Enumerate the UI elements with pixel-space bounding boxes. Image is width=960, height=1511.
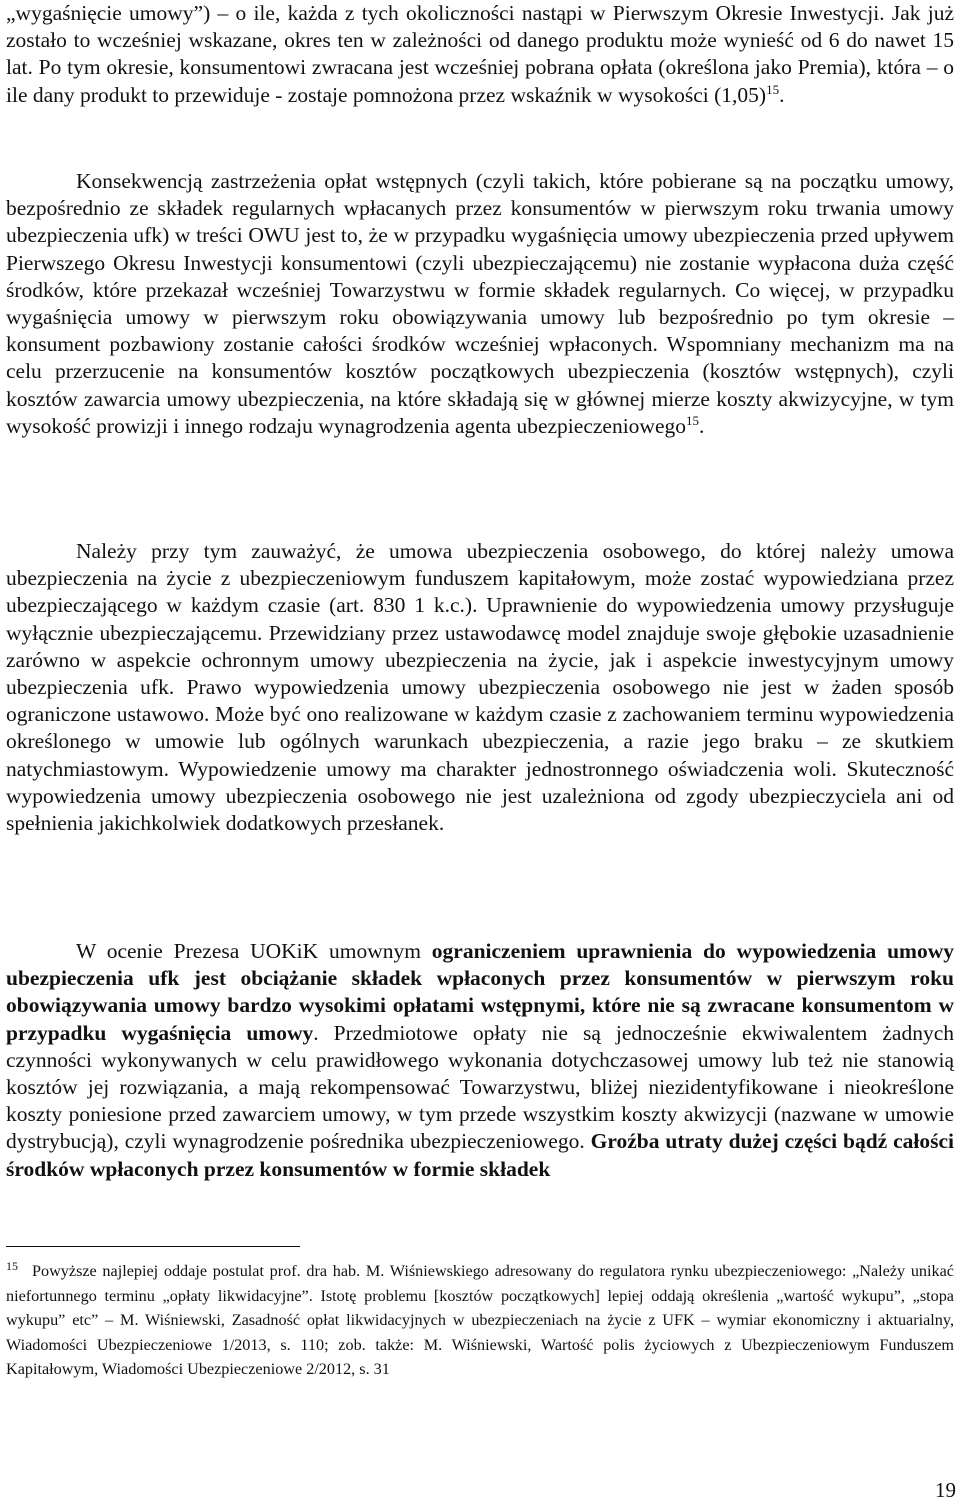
paragraph-premium-return (6, 0, 954, 109)
bold-statement-2: Groźba utraty dużej części bądź całości środków wpłaconych przez konsumentów w formie składek (6, 1129, 954, 1181)
paragraph-lead: W ocenie Prezesa UOKiK umownym (76, 939, 432, 963)
footnote-ref[interactable]: 15 (686, 412, 699, 428)
paragraph-end: . (779, 82, 785, 107)
footnote-number: 15 (6, 1259, 18, 1273)
footnote-ref[interactable]: 15 (766, 81, 780, 97)
paragraph-middle: . Przedmiotowe opłaty nie są jednocześnie ekwiwalentem żadnych czynności wykonywanych w celu prawidłowego wykonania dotychczasowej umowy lub też nie stanowią kosztów jej rozwiązania, a mają rekompensować Towarzystwu, bliżej niezidentyfikowane i nieokreślone koszty poniesione przed zawarciem umowy, w tym przede wszystkim koszty akwizycji (nazwane w umowie dystrybucją), czyli wynagrodzenie pośrednika ubezpieczeniowego. (6, 1020, 954, 1154)
paragraph-termination-right (6, 538, 954, 837)
paragraph-text: „wygaśnięcie umowy”) – o ile, każda z tych okoliczności nastąpi w Pierwszym Okresie Inwestycji. Jak już zostało to wcześniej wskazane, okres ten w zależności od danego produktu może wynieść od 6 do nawet 15 lat. Po tym okresie, konsumentowi zwracana jest wcześniej pobrana opłata (określona jako Premia), która – o ile dany produkt to przewiduje - zostaje pomnożona przez wskaźnik w wysokości (1,05) (6, 1, 954, 107)
paragraph-end: . (699, 413, 705, 438)
page-number: 19 (935, 1478, 956, 1502)
paragraph-text: Konsekwencją zastrzeżenia opłat wstępnych (czyli takich, które pobierane są na początku umowy, bezpośrednio ze składek regularnych wpłacanych przez konsumentów w pierwszym roku trwania umowy ubezpieczenia ufk) w treści OWU jest to, że w przypadku wygaśnięcia umowy ubezpieczenia przed upływem Pierwszego Okresu Inwestycji konsumentowi (czyli ubezpieczającemu) nie zostanie wypłacona duża część środków, które przekazał wcześniej Towarzystwu w formie składek regularnych. Co więcej, w przypadku wygaśnięcia umowy w pierwszym roku obowiązywania umowy lub bezpośrednio po tym okresie – konsument pozbawiony zostanie całości środków wcześniej wpłaconych. Wspomniany mechanizm ma na celu przerzucenie na konsumentów kosztów początkowych ubezpieczenia (kosztów wstępnych), czyli kosztów zawarcia umowy ubezpieczenia, na które składają się w głównej mierze koszty akwizycyjne, w tym wysokość prowizji i innego rodzaju wynagrodzenia agenta ubezpieczeniowego (6, 169, 954, 438)
paragraph-text: Należy przy tym zauważyć, że umowa ubezpieczenia osobowego, do której należy umowa ubezpieczenia na życie z ubezpieczeniowym funduszem kapitałowym, może zostać wypowiedziana przez ubezpieczającego w każdym czasie (art. 830 1 k.c.). Uprawnienie do wypowiedzenia umowy przysługuje wyłącznie ubezpieczającemu. Przewidziany przez ustawodawcę model znajduje swoje głębokie uzasadnienie zarówno w aspekcie ochronnym umowy ubezpieczenia na życie, jak i aspekcie inwestycyjnym umowy ubezpieczenia ufk. Prawo wypowiedzenia umowy ubezpieczenia osobowego nie jest w żaden sposób ograniczone ustawowo. Może być ono realizowane w każdym czasie z zachowaniem terminu wypowiedzenia określonego w umowie lub ogólnych warunkach ubezpieczenia, a razie jego braku – ze skutkiem natychmiastowym. Wypowiedzenie umowy ma charakter jednostronnego oświadczenia woli. Skuteczność wypowiedzenia umowy ubezpieczenia osobowego nie jest uzależniona od zgody ubezpieczyciela ani od spełnienia jakichkolwiek dodatkowych przesłanek. (6, 539, 954, 836)
footnote-divider (6, 1246, 300, 1247)
paragraph-uokik-assessment (6, 938, 954, 1183)
footnote (6, 1259, 954, 1382)
footnote-text: Powyższe najlepiej oddaje postulat prof. dra hab. M. Wiśniewskiego adresowany do regulatora rynku ubezpieczeniowego: „Należy unikać niefortunnego terminu „opłaty likwidacyjne”. Istotę problemu [kosztów początkowych] lepiej oddają określenia „wartość wykupu”, „stopa wykupu” etc” – M. Wiśniewski, Zasadność opłat likwidacyjnych w ubezpieczeniach na życie z UFK – wymiar ekonomiczny i aktuarialny, Wiadomości Ubezpieczeniowe 1/2013, s. 110; zob. także: M. Wiśniewski, Wartość polis życiowych z Ubezpieczeniowym Funduszem Kapitałowym, Wiadomości Ubezpieczeniowe 2/2012, s. 31 (6, 1262, 954, 1379)
paragraph-initial-fees (6, 168, 954, 440)
bold-statement-1: ograniczeniem uprawnienia do wypowiedzenia umowy ubezpieczenia ufk jest obciążanie składek wpłaconych przez konsumentów w pierwszym roku obowiązywania umowy bardzo wysokimi opłatami wstępnymi, które nie są zwracane konsumentom w przypadku wygaśnięcia umowy (6, 939, 954, 1045)
